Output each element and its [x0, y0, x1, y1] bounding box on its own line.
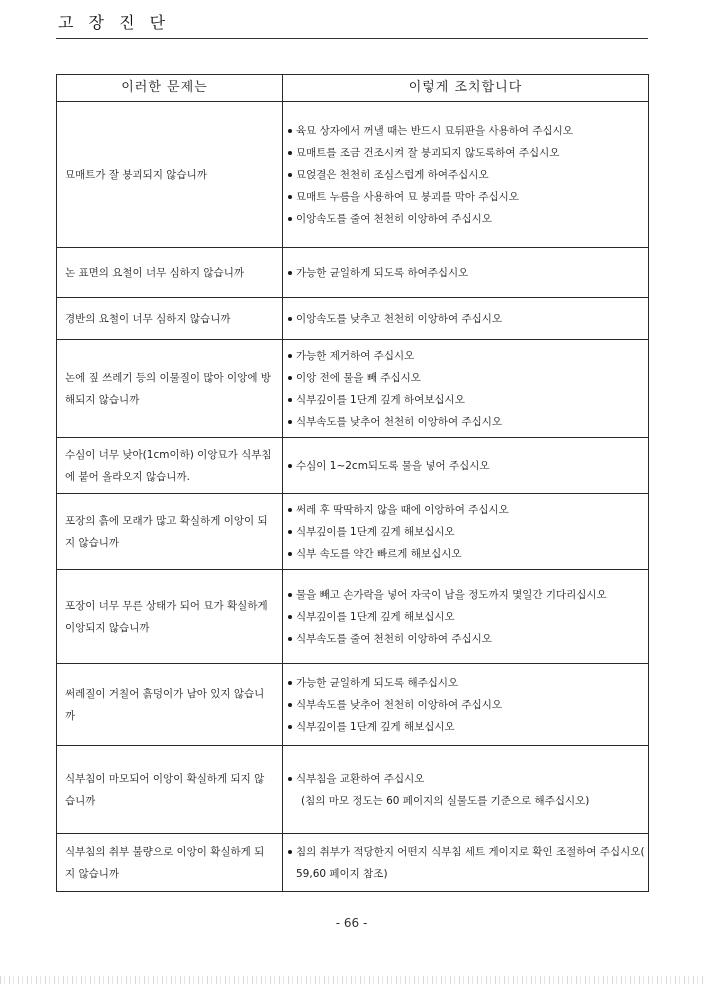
problem-cell: 수심이 너무 낮아(1cm이하) 이앙묘가 식부침에 붙어 올라오지 않습니까. — [57, 438, 283, 494]
solution-cell — [283, 746, 649, 834]
solution-list — [287, 768, 646, 812]
table-row — [57, 298, 649, 340]
table-row — [57, 340, 649, 438]
problem-cell: 포장의 흙에 모래가 많고 확실하게 이앙이 되지 않습니까 — [57, 494, 283, 570]
solution-item: 묘얹결은 천천히 조심스럽게 하여주십시오 — [287, 164, 646, 186]
solution-list — [287, 345, 646, 433]
solution-item: 이앙 전에 물을 빼 주십시오 — [287, 367, 646, 389]
solution-list — [287, 841, 646, 885]
solution-list — [287, 308, 646, 330]
solution-item: 식부깊이를 1단계 깊게 해보십시오 — [287, 521, 646, 543]
solution-item: 이앙속도를 줄여 천천히 이앙하여 주십시오 — [287, 208, 646, 230]
solution-item: 식부깊이를 1단계 깊게 해보십시오 — [287, 716, 646, 738]
solution-note: (침의 마모 정도는 60 페이지의 실물도를 기준으로 해주십시오) — [301, 794, 590, 807]
solution-item: 식부깊이를 1단계 깊게 하여보십시오 — [287, 389, 646, 411]
solution-column-header: 이렇게 조치합니다 — [283, 75, 649, 102]
table-row — [57, 746, 649, 834]
problem-cell: 써레질이 거칠어 흙덩이가 남아 있지 않습니까 — [57, 664, 283, 746]
solution-item: 물을 빼고 손가락을 넣어 자국이 남을 정도까지 몇일간 기다리십시오 — [287, 584, 646, 606]
problem-cell: 논에 짚 쓰레기 등의 이물질이 많아 이앙에 방해되지 않습니까 — [57, 340, 283, 438]
problem-column-header: 이러한 문제는 — [57, 75, 283, 102]
solution-cell — [283, 102, 649, 248]
solution-item: 육묘 상자에서 꺼낼 때는 반드시 묘뒤판을 사용하여 주십시오 — [287, 120, 646, 142]
problem-cell: 포장이 너무 무른 상태가 되어 묘가 확실하게 이앙되지 않습니까 — [57, 570, 283, 664]
solution-list — [287, 455, 646, 477]
solution-item: 식부깊이를 1단계 깊게 해보십시오 — [287, 606, 646, 628]
table-header-row — [57, 75, 649, 102]
solution-item: 묘매트 누름을 사용하여 묘 붕괴를 막아 주십시오 — [287, 186, 646, 208]
solution-cell — [283, 248, 649, 298]
solution-item: 식부속도를 낮추어 천천히 이앙하여 주십시오 — [287, 411, 646, 433]
table-row — [57, 834, 649, 892]
table-row — [57, 248, 649, 298]
page-number: - 66 - — [335, 916, 368, 930]
solution-cell — [283, 834, 649, 892]
solution-item: 가능한 제거하여 주십시오 — [287, 345, 646, 367]
solution-cell — [283, 438, 649, 494]
problem-cell: 묘매트가 잘 붕괴되지 않습니까 — [57, 102, 283, 248]
table-row — [57, 102, 649, 248]
table-row — [57, 494, 649, 570]
solution-cell — [283, 494, 649, 570]
solution-item: 가능한 균일하게 되도록 해주십시오 — [287, 672, 646, 694]
troubleshooting-table — [56, 74, 649, 892]
title-divider — [56, 38, 648, 39]
table-row — [57, 664, 649, 746]
problem-cell: 식부침이 마모되어 이앙이 확실하게 되지 않습니까 — [57, 746, 283, 834]
page-title: 고 장 진 단 — [58, 13, 171, 32]
solution-item: 묘매트를 조금 건조시켜 잘 붕괴되지 않도록하여 주십시오 — [287, 142, 646, 164]
table-row — [57, 570, 649, 664]
solution-list — [287, 262, 646, 284]
solution-item: 식부침을 교환하여 주십시오 — [287, 768, 646, 790]
solution-cell — [283, 570, 649, 664]
problem-cell: 논 표면의 요철이 너무 심하지 않습니까 — [57, 248, 283, 298]
solution-cell — [283, 664, 649, 746]
table-body — [57, 102, 649, 892]
solution-item: 침의 취부가 적당한지 어떤지 식부침 세트 게이지로 확인 조절하여 주십시오( 59,60 페이지 참조) — [287, 841, 646, 885]
solution-list — [287, 584, 646, 650]
solution-item: 식부속도를 줄여 천천히 이앙하여 주십시오 — [287, 628, 646, 650]
solution-item: 식부속도를 낮추어 천천히 이앙하여 주십시오 — [287, 694, 646, 716]
problem-cell: 경반의 요철이 너무 심하지 않습니까 — [57, 298, 283, 340]
solution-item: 써레 후 딱딱하지 않을 때에 이앙하여 주십시오 — [287, 499, 646, 521]
solution-cell — [283, 298, 649, 340]
solution-item: 가능한 균일하게 되도록 하여주십시오 — [287, 262, 646, 284]
solution-list — [287, 499, 646, 565]
table-row — [57, 438, 649, 494]
scan-artifact-strip — [0, 976, 703, 984]
problem-cell: 식부침의 취부 불량으로 이앙이 확실하게 되지 않습니까 — [57, 834, 283, 892]
solution-list — [287, 672, 646, 738]
solution-item: 이앙속도를 낮추고 천천히 이앙하여 주십시오 — [287, 308, 646, 330]
solution-item: 수심이 1~2cm되도록 물을 넣어 주십시오 — [287, 455, 646, 477]
solution-cell — [283, 340, 649, 438]
solution-item: 식부 속도를 약간 빠르게 해보십시오 — [287, 543, 646, 565]
solution-list — [287, 120, 646, 230]
